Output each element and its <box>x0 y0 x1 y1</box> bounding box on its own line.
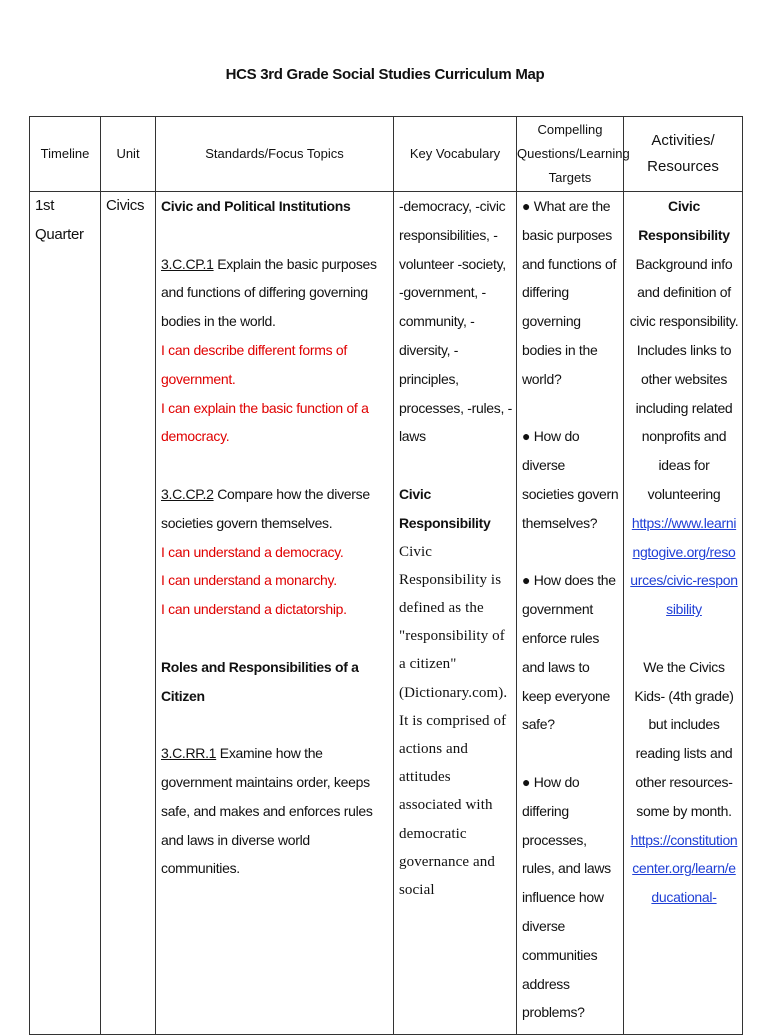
standards-heading-roles: Roles and Responsibilities of a Citizen <box>161 658 359 704</box>
timeline-line2: Quarter <box>35 225 84 243</box>
header-activities <box>624 117 743 192</box>
activities-cell <box>624 192 743 1035</box>
standards-heading-civic: Civic and Political Institutions <box>161 198 351 214</box>
header-unit: Unit <box>101 117 156 192</box>
table-row <box>30 192 743 1035</box>
compelling-question: ● What are the basic purposes and functions of differing governing bodies in the world? <box>522 198 617 387</box>
header-questions-line1: Compelling <box>537 122 603 137</box>
learning-target: I can describe different forms of government. <box>161 341 347 387</box>
header-questions <box>517 117 630 192</box>
standard-cp2 <box>161 480 390 538</box>
unit-text: Civics <box>106 197 145 214</box>
vocabulary-cell <box>394 192 517 1035</box>
vocabulary-definition: Civic Responsibility is defined as the "responsibility of a citizen" (Dictionary.com). It is comprised of actions and attitudes associated with democratic governance and social <box>399 543 508 898</box>
vocabulary-heading: Civic Responsibility <box>399 485 491 531</box>
timeline-line1: 1st <box>35 197 55 214</box>
civics-kids-description: We the Civics Kids- (4th grade) but includes reading lists and other resources- some by month. <box>634 658 734 819</box>
standard-cp1-text: Explain the basic purposes and functions of differing governing bodies in the world. <box>161 255 377 330</box>
standard-cp1 <box>161 250 390 336</box>
header-activities-line2: Resources <box>647 158 719 175</box>
standard-rr1-text: Examine how the government maintains order, keeps safe, and makes and enforces rules and laws in diverse world communities. <box>161 745 373 877</box>
standard-rr1 <box>161 739 390 883</box>
constitutioncenter-link[interactable]: https://constitutioncenter.org/learn/educational- <box>630 831 738 906</box>
compelling-question: ● How does the government enforce rules and laws to keep everyone safe? <box>522 572 616 733</box>
standards-cell <box>156 192 394 1035</box>
header-row <box>30 117 743 192</box>
learning-target: I can understand a dictatorship. <box>161 601 347 618</box>
activities-heading: Civic Responsibility <box>638 198 730 243</box>
header-timeline: Timeline <box>30 117 101 192</box>
questions-cell <box>517 192 624 1035</box>
standard-rr1-code: 3.C.RR.1 <box>161 745 217 762</box>
standard-cp2-text: Compare how the diverse societies govern themselves. <box>161 485 370 531</box>
header-questions-line3: Targets <box>548 170 592 185</box>
activities-description: Background info and definition of civic responsibility. Includes links to other websites including related nonprofits and ideas for volunteering <box>629 255 739 502</box>
vocabulary-list: -democracy, -civic responsibilities, -volunteer -society, -government, -community, -diversity, -principles, processes, -rules, -laws <box>399 198 513 445</box>
page-title: HCS 3rd Grade Social Studies Curriculum Map <box>225 66 545 83</box>
learning-target: I can explain the basic function of a democracy. <box>161 399 369 445</box>
header-activities-line1: Activities/ <box>651 132 715 149</box>
compelling-question: ● How do differing processes, rules, and laws influence how diverse communities address problems? <box>522 773 611 1021</box>
standard-cp2-code: 3.C.CP.2 <box>161 485 214 502</box>
compelling-question: ● How do diverse societies govern themselves? <box>522 428 619 531</box>
curriculum-table <box>29 116 743 1035</box>
standard-cp1-code: 3.C.CP.1 <box>161 255 214 272</box>
unit-cell <box>101 192 156 1035</box>
header-vocabulary: Key Vocabulary <box>394 117 517 192</box>
timeline-cell <box>30 192 101 1035</box>
header-questions-line2: Questions/Learning <box>517 146 630 161</box>
learning-target: I can understand a monarchy. <box>161 572 337 589</box>
header-standards: Standards/Focus Topics <box>156 117 394 192</box>
learning-target: I can understand a democracy. <box>161 543 344 560</box>
learningtogive-link[interactable]: https://www.learningtogive.org/resources/civic-responsibility <box>630 514 738 618</box>
